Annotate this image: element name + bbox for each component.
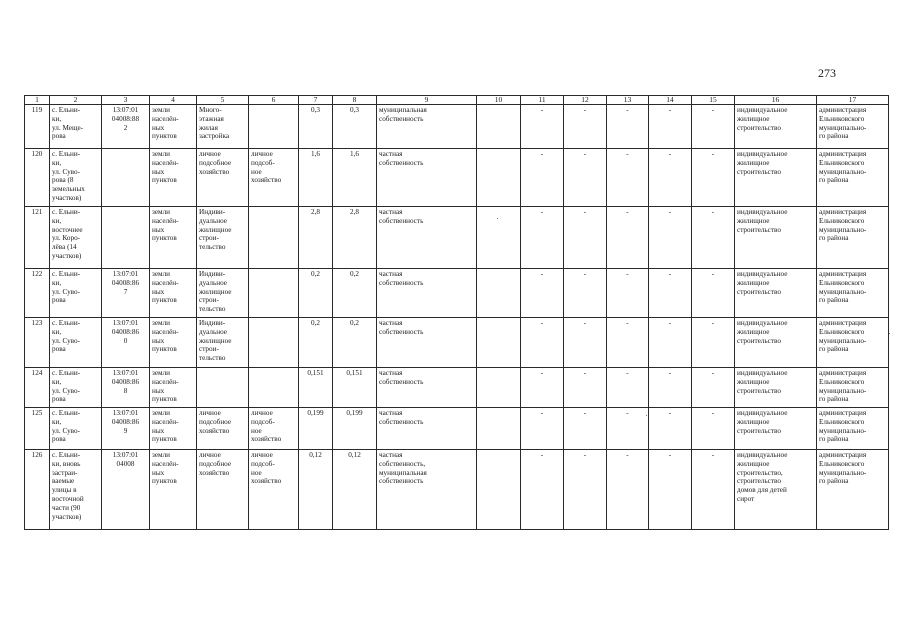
column-header-4: 4: [150, 96, 197, 105]
cell-col-9: частная собственность: [377, 368, 477, 408]
cell-col-9: частная собственность: [377, 207, 477, 269]
cell-col-13: -: [607, 408, 649, 450]
column-header-7: 7: [299, 96, 333, 105]
table-row: [25, 450, 889, 530]
cell-col-16: индивидуальное жилищное строительство: [735, 149, 817, 207]
cell-col-15: -: [692, 269, 735, 318]
scan-speck: [889, 333, 890, 334]
cell-col-14: -: [649, 269, 692, 318]
cell-col-3: 13:07:01 04008:86 7: [102, 269, 150, 318]
cell-col-14: -: [649, 368, 692, 408]
table-row: [25, 207, 889, 269]
cell-col-5: личное подсобное хозяйство: [197, 408, 249, 450]
cell-col-2: с. Ельни- ки, ул. Суво- рова: [50, 368, 102, 408]
cell-col-13: -: [607, 368, 649, 408]
cell-col-15: -: [692, 450, 735, 530]
cell-col-9: муниципальная собственность: [377, 105, 477, 149]
column-header-17: 17: [817, 96, 889, 105]
cell-col-2: с. Ельни- ки, ул. Суво- рова: [50, 269, 102, 318]
cell-col-8: 0,151: [333, 368, 377, 408]
cell-col-10: [477, 450, 521, 530]
cell-col-6: [249, 368, 299, 408]
cell-col-11: -: [521, 105, 564, 149]
cell-col-14: -: [649, 408, 692, 450]
cell-col-10: [477, 207, 521, 269]
table-row: [25, 408, 889, 450]
column-header-15: 15: [692, 96, 735, 105]
column-header-16: 16: [735, 96, 817, 105]
cell-col-6: [249, 207, 299, 269]
cell-col-1: 124: [25, 368, 50, 408]
scan-speck: [646, 415, 647, 416]
cell-col-17: администрация Ельниковского муниципально- го района: [817, 105, 889, 149]
cell-col-10: [477, 318, 521, 368]
cell-col-10: [477, 408, 521, 450]
cell-col-16: индивидуальное жилищное строительство: [735, 269, 817, 318]
column-header-2: 2: [50, 96, 102, 105]
cell-col-11: -: [521, 207, 564, 269]
column-header-9: 9: [377, 96, 477, 105]
column-header-12: 12: [564, 96, 607, 105]
cell-col-16: индивидуальное жилищное строительство: [735, 368, 817, 408]
cell-col-6: [249, 269, 299, 318]
cell-col-17: администрация Ельниковского муниципально- го района: [817, 450, 889, 530]
cell-col-16: индивидуальное жилищное строительство: [735, 318, 817, 368]
cell-col-1: 125: [25, 408, 50, 450]
cell-col-3: 13:07:01 04008: [102, 450, 150, 530]
cell-col-4: земли населён- ных пунктов: [150, 368, 197, 408]
cell-col-15: -: [692, 105, 735, 149]
cell-col-6: [249, 105, 299, 149]
cell-col-15: -: [692, 368, 735, 408]
cell-col-6: личное подсоб- ное хозяйство: [249, 408, 299, 450]
cell-col-10: [477, 105, 521, 149]
cell-col-7: 0,199: [299, 408, 333, 450]
cell-col-11: -: [521, 149, 564, 207]
cell-col-9: частная собственность, муниципальная собственность: [377, 450, 477, 530]
cell-col-16: индивидуальное жилищное строительство: [735, 105, 817, 149]
cell-col-5: Индиви- дуальное жилищное строи- тельство: [197, 269, 249, 318]
cell-col-5: Индиви- дуальное жилищное строи- тельство: [197, 318, 249, 368]
cell-col-15: -: [692, 149, 735, 207]
table-row: [25, 318, 889, 368]
cell-col-17: администрация Ельниковского муниципально- го района: [817, 368, 889, 408]
cell-col-5: личное подсобное хозяйство: [197, 450, 249, 530]
cell-col-12: -: [564, 105, 607, 149]
column-header-5: 5: [197, 96, 249, 105]
cell-col-14: -: [649, 450, 692, 530]
column-header-8: 8: [333, 96, 377, 105]
cell-col-16: индивидуальное жилищное строительство: [735, 408, 817, 450]
cell-col-1: 126: [25, 450, 50, 530]
cell-col-1: 121: [25, 207, 50, 269]
cell-col-2: с. Ельни- ки, ул. Суво- рова (8 земельных участков): [50, 149, 102, 207]
cell-col-7: 0,2: [299, 269, 333, 318]
cell-col-12: -: [564, 450, 607, 530]
cell-col-3: [102, 207, 150, 269]
cell-col-9: частная собственность: [377, 269, 477, 318]
table-row: [25, 368, 889, 408]
cell-col-11: -: [521, 368, 564, 408]
cell-col-12: -: [564, 269, 607, 318]
cell-col-14: -: [649, 105, 692, 149]
scan-speck: [497, 218, 498, 219]
cell-col-15: -: [692, 318, 735, 368]
cell-col-1: 123: [25, 318, 50, 368]
cell-col-17: администрация Ельниковского муниципально- го района: [817, 269, 889, 318]
cell-col-7: 2,8: [299, 207, 333, 269]
column-header-10: 10: [477, 96, 521, 105]
column-header-1: 1: [25, 96, 50, 105]
cell-col-16: индивидуальное жилищное строительство, строительство домов для детей сирот: [735, 450, 817, 530]
cell-col-2: с. Ельни- ки, ул. Суво- рова: [50, 408, 102, 450]
cell-col-10: [477, 149, 521, 207]
cell-col-3: [102, 149, 150, 207]
cell-col-3: 13:07:01 04008:88 2: [102, 105, 150, 149]
cell-col-6: [249, 318, 299, 368]
cell-col-17: администрация Ельниковского муниципально- го района: [817, 149, 889, 207]
cell-col-17: администрация Ельниковского муниципально- го района: [817, 408, 889, 450]
column-header-6: 6: [249, 96, 299, 105]
cell-col-5: Много- этажная жилая застройка: [197, 105, 249, 149]
cell-col-15: -: [692, 207, 735, 269]
column-header-11: 11: [521, 96, 564, 105]
cell-col-1: 120: [25, 149, 50, 207]
table-row: [25, 269, 889, 318]
cell-col-9: частная собственность: [377, 318, 477, 368]
land-plots-table: [24, 95, 889, 530]
cell-col-12: -: [564, 408, 607, 450]
cell-col-4: земли населён- ных пунктов: [150, 269, 197, 318]
cell-col-11: -: [521, 269, 564, 318]
cell-col-1: 119: [25, 105, 50, 149]
cell-col-10: [477, 269, 521, 318]
cell-col-4: земли населён- ных пунктов: [150, 450, 197, 530]
cell-col-12: -: [564, 318, 607, 368]
cell-col-14: -: [649, 207, 692, 269]
cell-col-5: Индиви- дуальное жилищное строи- тельство: [197, 207, 249, 269]
cell-col-15: -: [692, 408, 735, 450]
cell-col-5: [197, 368, 249, 408]
cell-col-6: личное подсоб- ное хозяйство: [249, 450, 299, 530]
cell-col-11: -: [521, 450, 564, 530]
cell-col-7: 0,2: [299, 318, 333, 368]
cell-col-1: 122: [25, 269, 50, 318]
cell-col-8: 0,2: [333, 318, 377, 368]
cell-col-4: земли населён- ных пунктов: [150, 408, 197, 450]
cell-col-4: земли населён- ных пунктов: [150, 105, 197, 149]
cell-col-2: с. Ельни- ки, ул. Суво- рова: [50, 318, 102, 368]
cell-col-6: личное подсоб- ное хозяйство: [249, 149, 299, 207]
cell-col-13: -: [607, 269, 649, 318]
cell-col-7: 0,151: [299, 368, 333, 408]
cell-col-7: 1,6: [299, 149, 333, 207]
cell-col-14: -: [649, 318, 692, 368]
cell-col-9: частная собственность: [377, 408, 477, 450]
cell-col-3: 13:07:01 04008:86 0: [102, 318, 150, 368]
cell-col-13: -: [607, 149, 649, 207]
cell-col-8: 0,12: [333, 450, 377, 530]
cell-col-2: с. Ельни- ки, восточнее ул. Коро- лёва (14 участков): [50, 207, 102, 269]
cell-col-2: с. Ельни- ки, вновь застраи- ваемые улицы в восточной части (90 участков): [50, 450, 102, 530]
cell-col-3: 13:07:01 04008:86 8: [102, 368, 150, 408]
cell-col-12: -: [564, 207, 607, 269]
page-number: 273: [818, 66, 836, 80]
cell-col-11: -: [521, 318, 564, 368]
cell-col-8: 2,8: [333, 207, 377, 269]
cell-col-4: земли населён- ных пунктов: [150, 149, 197, 207]
cell-col-11: -: [521, 408, 564, 450]
cell-col-5: личное подсобное хозяйство: [197, 149, 249, 207]
cell-col-10: [477, 368, 521, 408]
cell-col-14: -: [649, 149, 692, 207]
column-header-14: 14: [649, 96, 692, 105]
cell-col-8: 1,6: [333, 149, 377, 207]
cell-col-13: -: [607, 207, 649, 269]
column-header-13: 13: [607, 96, 649, 105]
cell-col-3: 13:07:01 04008:86 9: [102, 408, 150, 450]
cell-col-8: 0,2: [333, 269, 377, 318]
cell-col-8: 0,199: [333, 408, 377, 450]
cell-col-7: 0,3: [299, 105, 333, 149]
cell-col-12: -: [564, 149, 607, 207]
cell-col-2: с. Ельни- ки, ул. Меще- рова: [50, 105, 102, 149]
cell-col-12: -: [564, 368, 607, 408]
column-header-3: 3: [102, 96, 150, 105]
cell-col-16: индивидуальное жилищное строительство: [735, 207, 817, 269]
cell-col-9: частная собственность: [377, 149, 477, 207]
table-row: [25, 149, 889, 207]
table-header-row: [25, 96, 889, 105]
cell-col-7: 0,12: [299, 450, 333, 530]
table-row: [25, 105, 889, 149]
cell-col-4: земли населён- ных пунктов: [150, 318, 197, 368]
cell-col-13: -: [607, 450, 649, 530]
cell-col-4: земли населён- ных пунктов: [150, 207, 197, 269]
cell-col-17: администрация Ельниковского муниципально- го района: [817, 207, 889, 269]
cell-col-8: 0,3: [333, 105, 377, 149]
cell-col-13: -: [607, 105, 649, 149]
cell-col-17: администрация Ельниковского муниципально- го района: [817, 318, 889, 368]
cell-col-13: -: [607, 318, 649, 368]
